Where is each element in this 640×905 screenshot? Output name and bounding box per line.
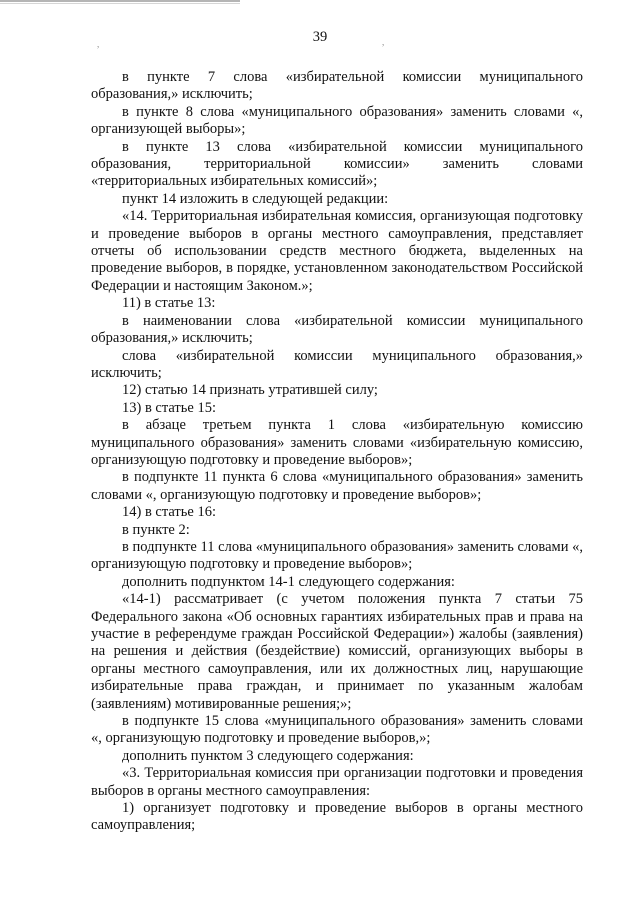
scan-speck: , <box>382 37 385 47</box>
document-body <box>91 69 583 835</box>
paragraph: «14. Территориальная избирательная комиссия, организующая подготовку и проведение выборов в органы местного самоуправления, представляет отчеты об использовании средств местного бюджета, выделенных на проведение выборов, в порядке, установленном законодательством Российской Федерации и настоящим Законом.»; <box>91 208 583 294</box>
paragraph: в пункте 8 слова «муниципального образования» заменить словами «, организующей выборы»; <box>91 103 583 138</box>
paragraph: «14-1) рассматривает (с учетом положения пункта 7 статьи 75 Федерального закона «Об основных гарантиях избирательных прав и права на участие в референдуме граждан Российской Федерации») жалобы (заявления) на решения и действия (бездействие) комиссий, организующих выборы в органы местного самоуправления, или их должностных лиц, нарушающие избирательные права граждан, и принимает по указанным жалобам (заявлениям) мотивированные решения;»; <box>91 591 583 712</box>
paragraph: 11) в статье 13: <box>122 295 216 312</box>
paragraph: в пункте 7 слова «избирательной комиссии муниципального образования,» исключить; <box>91 69 583 103</box>
paragraph: в подпункте 15 слова «муниципального образования» заменить словами «, организующую подготовку и проведение выборов,»; <box>91 713 583 747</box>
paragraph: в абзаце третьем пункта 1 слова «избирательную комиссию муниципального образования» заменить словами «избирательную комиссию, организующую подготовку и проведение выборов»; <box>91 417 583 468</box>
paragraph: в наименовании слова «избирательной комиссии муниципального образования,» исключить; <box>91 312 583 347</box>
paragraph: 1) организует подготовку и проведение выборов в органы местного самоуправления; <box>91 800 583 834</box>
scan-edge-mark <box>0 0 240 2</box>
paragraph: 12) статью 14 признать утратившей силу; <box>122 382 378 399</box>
paragraph: в подпункте 11 пункта 6 слова «муниципального образования» заменить словами «, организующую подготовку и проведение выборов»; <box>91 469 583 503</box>
paragraph: слова «избирательной комиссии муниципального образования,» исключить; <box>91 347 583 381</box>
paragraph: в пункте 13 слова «избирательной комиссии муниципального образования, территориальной комиссии» заменить словами «территориальных избирательных комиссий»; <box>91 138 583 190</box>
paragraph: пункт 14 изложить в следующей редакции: <box>122 190 389 207</box>
paragraph: дополнить пунктом 3 следующего содержания: <box>122 747 414 764</box>
paragraph: «3. Территориальная комиссия при организации подготовки и проведения выборов в органы местного самоуправления: <box>91 765 583 799</box>
paragraph: в подпункте 11 слова «муниципального образования» заменить словами «, организующую подготовку и проведение выборов»; <box>91 538 583 573</box>
scan-speck: , <box>97 39 100 49</box>
paragraph: 13) в статье 15: <box>122 399 216 416</box>
paragraph: дополнить подпунктом 14-1 следующего содержания: <box>122 573 455 590</box>
scan-edge-mark <box>0 3 240 4</box>
paragraph: в пункте 2: <box>122 521 190 538</box>
page-number: 39 <box>312 29 328 45</box>
paragraph: 14) в статье 16: <box>122 504 216 521</box>
